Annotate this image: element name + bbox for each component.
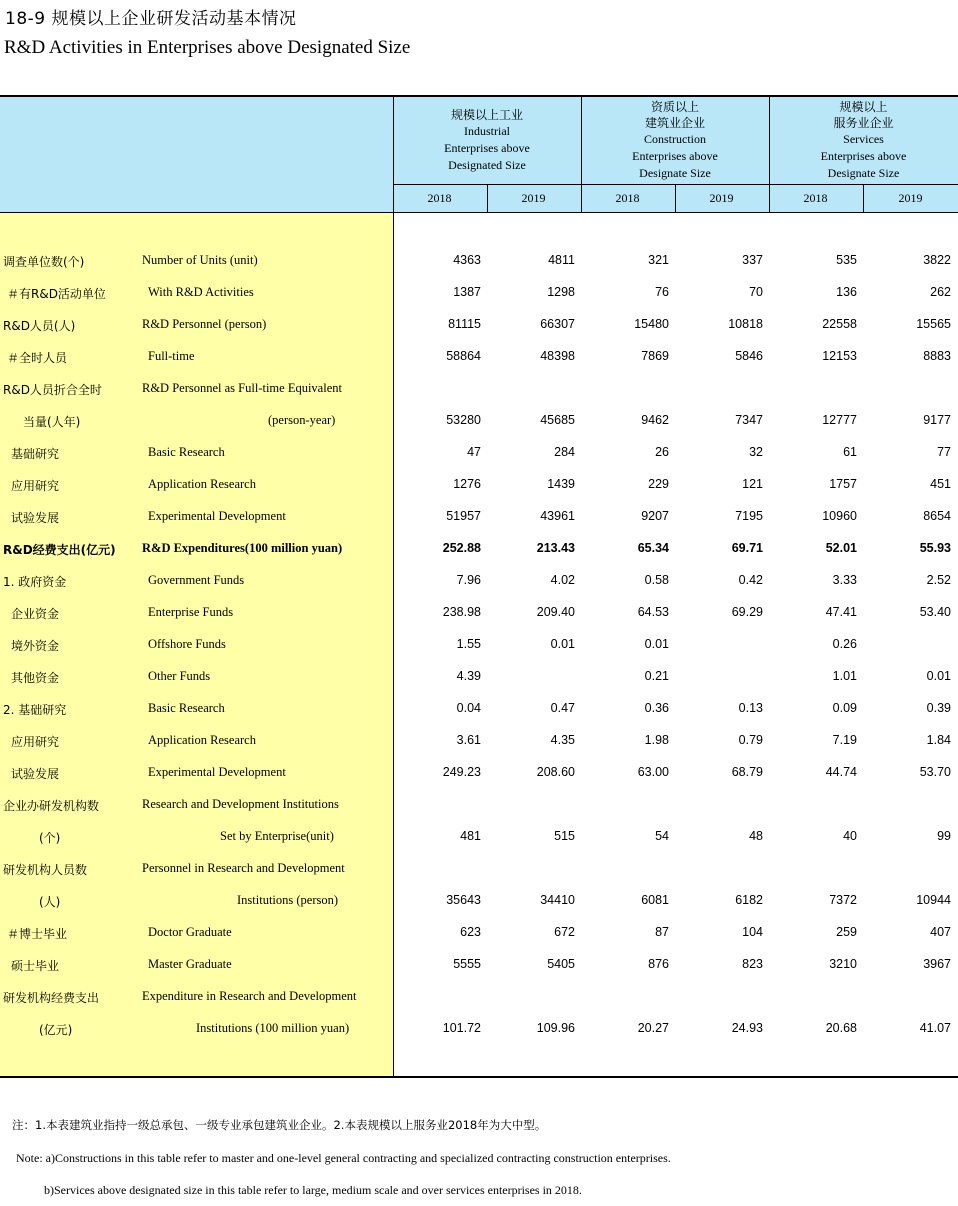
row-label-en: Expenditure in Research and Development	[142, 989, 357, 1003]
row-label-cn: 研发机构人员数	[3, 863, 88, 877]
cell-value: 7869	[641, 349, 669, 363]
cell-value: 1276	[453, 477, 481, 491]
table-row	[0, 757, 958, 789]
cell-value: 7195	[735, 509, 763, 523]
cell-value: 66307	[540, 317, 575, 331]
table-title-en: R&D Activities in Enterprises above Designated Size	[4, 37, 411, 58]
row-label-en: Number of Units (unit)	[142, 253, 258, 267]
cell-value: 99	[937, 829, 951, 843]
cell-value: 5405	[547, 957, 575, 971]
note-b: b)Services above designated size in this table refer to large, medium scale and over services enterprises in 2018.	[44, 1183, 582, 1197]
year-header: 2018	[615, 191, 640, 205]
cell-value: 1.84	[926, 733, 951, 747]
row-label-en: R&D Expenditures(100 million yuan)	[142, 541, 343, 555]
table-row	[0, 917, 958, 949]
cell-value: 876	[648, 957, 669, 971]
cell-value: 1298	[547, 285, 575, 299]
cell-value: 1387	[453, 285, 481, 299]
cell-value: 32	[749, 445, 763, 459]
table-row	[0, 277, 958, 309]
cell-value: 7372	[829, 893, 857, 907]
row-label-cn: ＃全时人员	[7, 351, 68, 365]
row-label-cn: 企业办研发机构数	[3, 799, 100, 813]
cell-value: 213.43	[536, 541, 575, 555]
year-header: 2018	[803, 191, 828, 205]
table-row	[0, 725, 958, 757]
row-label-cn: 试验发展	[11, 511, 60, 525]
table-row	[0, 981, 958, 1013]
cell-value: 20.27	[637, 1021, 669, 1035]
cell-value: 259	[836, 925, 857, 939]
table-row	[0, 661, 958, 693]
row-label-en: Enterprise Funds	[148, 605, 234, 619]
cell-value: 4.39	[456, 669, 481, 683]
cell-value: 54	[655, 829, 669, 843]
cell-value: 9462	[641, 413, 669, 427]
cell-value: 77	[937, 445, 951, 459]
row-label-cn: 企业资金	[11, 607, 60, 621]
table-row	[0, 533, 958, 565]
table-row	[0, 309, 958, 341]
cell-value: 8883	[923, 349, 951, 363]
cell-value: 451	[930, 477, 951, 491]
cell-value: 3.61	[456, 733, 481, 747]
row-label-en: (person-year)	[268, 413, 336, 427]
row-label-en: Application Research	[148, 733, 256, 747]
group-header-services: 规模以上 服务业企业 Services Enterprises above Designate Size	[820, 100, 907, 180]
cell-value: 63.00	[637, 765, 669, 779]
cell-value: 407	[930, 925, 951, 939]
cell-value: 48398	[540, 349, 575, 363]
table-row	[0, 469, 958, 501]
cell-value: 7.19	[832, 733, 857, 747]
cell-value: 1439	[547, 477, 575, 491]
row-label-en: R&D Personnel (person)	[142, 317, 267, 331]
row-label-cn: (人)	[39, 895, 61, 909]
cell-value: 104	[742, 925, 763, 939]
cell-value: 0.21	[644, 669, 669, 683]
table-row	[0, 949, 958, 981]
cell-value: 5555	[453, 957, 481, 971]
cell-value: 6081	[641, 893, 669, 907]
cell-value: 0.13	[738, 701, 763, 715]
cell-value: 0.47	[550, 701, 575, 715]
cell-value: 69.71	[731, 541, 763, 555]
cell-value: 262	[930, 285, 951, 299]
year-header: 2019	[521, 191, 546, 205]
cell-value: 5846	[735, 349, 763, 363]
cell-value: 53280	[446, 413, 481, 427]
cell-value: 43961	[540, 509, 575, 523]
row-label-cn: 其他资金	[11, 671, 60, 685]
cell-value: 4363	[453, 253, 481, 267]
year-header: 2019	[709, 191, 734, 205]
row-label-cn: R&D经费支出(亿元)	[3, 543, 116, 557]
cell-value: 0.01	[644, 637, 669, 651]
cell-value: 121	[742, 477, 763, 491]
cell-value: 61	[843, 445, 857, 459]
cell-value: 8654	[923, 509, 951, 523]
cell-value: 1757	[829, 477, 857, 491]
cell-value: 76	[655, 285, 669, 299]
table-row	[0, 629, 958, 661]
cell-value: 249.23	[442, 765, 481, 779]
table-row	[0, 245, 958, 277]
row-label-en: Research and Development Institutions	[142, 797, 339, 811]
cell-value: 58864	[446, 349, 481, 363]
table-title-cn: 18-9 规模以上企业研发活动基本情况	[5, 9, 297, 29]
cell-value: 9177	[923, 413, 951, 427]
cell-value: 40	[843, 829, 857, 843]
table-row	[0, 885, 958, 917]
cell-value: 0.01	[926, 669, 951, 683]
cell-value: 44.74	[825, 765, 857, 779]
row-label-cn: 应用研究	[11, 735, 60, 749]
row-label-cn: 境外资金	[11, 639, 60, 653]
row-label-en: Experimental Development	[148, 509, 286, 523]
header-bottom-rule	[0, 212, 958, 213]
cell-value: 10960	[822, 509, 857, 523]
cell-value: 7347	[735, 413, 763, 427]
cell-value: 0.36	[644, 701, 669, 715]
cell-value: 1.55	[456, 637, 481, 651]
cell-value: 48	[749, 829, 763, 843]
cell-value: 26	[655, 445, 669, 459]
row-label-en: With R&D Activities	[148, 285, 254, 299]
cell-value: 53.40	[919, 605, 951, 619]
cell-value: 238.98	[442, 605, 481, 619]
cell-value: 337	[742, 253, 763, 267]
cell-value: 12777	[822, 413, 857, 427]
cell-value: 2.52	[926, 573, 951, 587]
cell-value: 47	[467, 445, 481, 459]
row-label-en: Doctor Graduate	[148, 925, 232, 939]
cell-value: 52.01	[825, 541, 857, 555]
cell-value: 70	[749, 285, 763, 299]
table-row	[0, 341, 958, 373]
row-label-cn: 应用研究	[11, 479, 60, 493]
row-label-en: Institutions (100 million yuan)	[196, 1021, 350, 1035]
row-label-cn: ＃博士毕业	[7, 927, 68, 941]
cell-value: 109.96	[536, 1021, 575, 1035]
row-label-en: Experimental Development	[148, 765, 286, 779]
cell-value: 41.07	[919, 1021, 951, 1035]
row-label-cn: 当量(人年)	[23, 415, 81, 429]
cell-value: 321	[648, 253, 669, 267]
year-header: 2018	[427, 191, 452, 205]
table-bottom-rule	[0, 1076, 958, 1078]
cell-value: 68.79	[731, 765, 763, 779]
year-header: 2019	[898, 191, 923, 205]
row-label-en: Personnel in Research and Development	[142, 861, 345, 875]
cell-value: 208.60	[536, 765, 575, 779]
cell-value: 515	[554, 829, 575, 843]
cell-value: 3.33	[832, 573, 857, 587]
cell-value: 64.53	[637, 605, 669, 619]
cell-value: 20.68	[825, 1021, 857, 1035]
cell-value: 4811	[548, 253, 575, 267]
row-label-cn: 调查单位数(个)	[3, 255, 85, 269]
row-label-en: Basic Research	[148, 445, 225, 459]
row-label-en: Application Research	[148, 477, 256, 491]
table-row	[0, 597, 958, 629]
cell-value: 1.01	[832, 669, 857, 683]
cell-value: 284	[554, 445, 575, 459]
cell-value: 55.93	[919, 541, 951, 555]
cell-value: 51957	[446, 509, 481, 523]
cell-value: 15565	[916, 317, 951, 331]
table-row	[0, 853, 958, 885]
cell-value: 69.29	[731, 605, 763, 619]
cell-value: 9207	[641, 509, 669, 523]
cell-value: 65.34	[637, 541, 669, 555]
table-row	[0, 501, 958, 533]
cell-value: 0.39	[926, 701, 951, 715]
row-label-cn: 试验发展	[11, 767, 60, 781]
cell-value: 0.04	[456, 701, 481, 715]
table-row	[0, 437, 958, 469]
cell-value: 0.26	[832, 637, 857, 651]
row-label-en: Offshore Funds	[148, 637, 226, 651]
cell-value: 47.41	[825, 605, 857, 619]
cell-value: 481	[460, 829, 481, 843]
row-label-cn: (亿元)	[39, 1023, 73, 1037]
row-label-en: Basic Research	[148, 701, 225, 715]
cell-value: 10944	[916, 893, 951, 907]
row-label-en: Government Funds	[148, 573, 245, 587]
row-label-en: Set by Enterprise(unit)	[220, 829, 334, 843]
table-row	[0, 789, 958, 821]
cell-value: 3822	[923, 253, 951, 267]
table-row	[0, 821, 958, 853]
table-row	[0, 565, 958, 597]
cell-value: 6182	[735, 893, 763, 907]
cell-value: 53.70	[919, 765, 951, 779]
cell-value: 209.40	[536, 605, 575, 619]
cell-value: 672	[554, 925, 575, 939]
row-label-en: Full-time	[148, 349, 195, 363]
cell-value: 1.98	[644, 733, 669, 747]
cell-value: 4.35	[550, 733, 575, 747]
cell-value: 7.96	[456, 573, 481, 587]
cell-value: 0.01	[550, 637, 575, 651]
cell-value: 0.58	[644, 573, 669, 587]
row-label-en: R&D Personnel as Full-time Equivalent	[142, 381, 342, 395]
row-label-en: Institutions (person)	[237, 893, 339, 907]
cell-value: 623	[460, 925, 481, 939]
note-a: Note: a)Constructions in this table refer to master and one-level general contracting and specialized contracting construction enterprises.	[16, 1151, 671, 1165]
group-header-construction: 资质以上 建筑业企业 Construction Enterprises above Designate Size	[632, 100, 718, 180]
row-label-cn: 研发机构经费支出	[3, 991, 100, 1005]
cell-value: 101.72	[442, 1021, 481, 1035]
cell-value: 229	[648, 477, 669, 491]
row-label-cn: 1. 政府资金	[3, 575, 67, 589]
table-row	[0, 373, 958, 405]
cell-value: 252.88	[442, 541, 481, 555]
cell-value: 0.42	[738, 573, 763, 587]
cell-value: 3967	[923, 957, 951, 971]
cell-value: 35643	[446, 893, 481, 907]
table-row	[0, 405, 958, 437]
row-label-cn: 硕士毕业	[11, 959, 60, 973]
cell-value: 34410	[540, 893, 575, 907]
row-label-cn: ＃有R&D活动单位	[7, 287, 106, 301]
row-label-cn: 基础研究	[11, 447, 60, 461]
cell-value: 4.02	[550, 573, 575, 587]
table-row	[0, 1013, 958, 1045]
note-cn: 注：1.本表建筑业指持一级总承包、一级专业承包建筑业企业。2.本表规模以上服务业2018年为大中型。	[12, 1118, 547, 1132]
cell-value: 0.79	[738, 733, 763, 747]
cell-value: 87	[655, 925, 669, 939]
row-label-cn: 2. 基础研究	[3, 703, 67, 717]
cell-value: 823	[742, 957, 763, 971]
cell-value: 12153	[822, 349, 857, 363]
row-label-cn: (个)	[39, 831, 61, 845]
cell-value: 81115	[448, 317, 481, 331]
cell-value: 10818	[728, 317, 763, 331]
cell-value: 22558	[822, 317, 857, 331]
row-label-cn: R&D人员(人)	[3, 319, 76, 333]
cell-value: 0.09	[832, 701, 857, 715]
row-label-en: Other Funds	[148, 669, 211, 683]
cell-value: 15480	[634, 317, 669, 331]
table-row	[0, 693, 958, 725]
group-header-industrial: 规模以上工业 Industrial Enterprises above Designated Size	[444, 108, 530, 172]
row-label-en: Master Graduate	[148, 957, 232, 971]
cell-value: 45685	[540, 413, 575, 427]
cell-value: 3210	[829, 957, 857, 971]
cell-value: 24.93	[731, 1021, 763, 1035]
cell-value: 136	[836, 285, 857, 299]
row-label-cn: R&D人员折合全时	[3, 383, 102, 397]
cell-value: 535	[836, 253, 857, 267]
